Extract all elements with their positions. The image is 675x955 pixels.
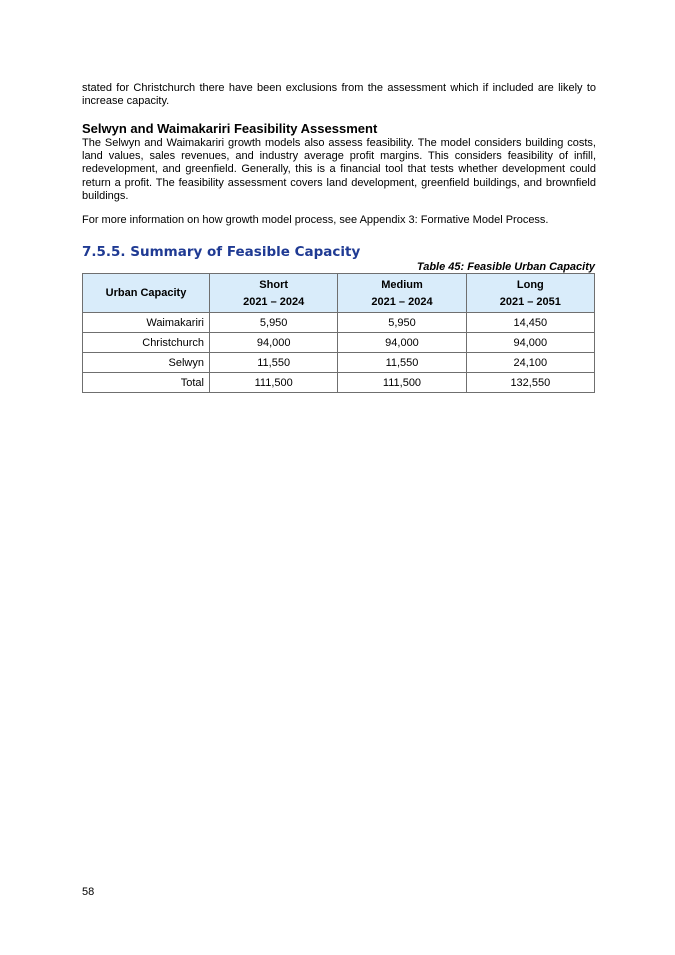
table-header-row: [83, 274, 595, 313]
feasible-capacity-table: [82, 273, 595, 393]
header-medium: [338, 274, 466, 313]
cell-short: 11,550: [210, 353, 338, 373]
cell-medium: 11,550: [338, 353, 466, 373]
cell-short: 111,500: [210, 373, 338, 393]
feasibility-heading: Selwyn and Waimakariri Feasibility Assessment: [82, 121, 378, 136]
row-region: Christchurch: [83, 333, 210, 353]
table-row-total: [83, 373, 595, 393]
cell-short: 94,000: [210, 333, 338, 353]
table-row: [83, 313, 595, 333]
row-region: Total: [83, 373, 210, 393]
header-long-name: Long: [516, 278, 544, 291]
cell-short: 5,950: [210, 313, 338, 333]
cell-long: 24,100: [466, 353, 594, 373]
cell-medium: 5,950: [338, 313, 466, 333]
cell-long: 94,000: [466, 333, 594, 353]
section-heading: 7.5.5. Summary of Feasible Capacity: [82, 244, 361, 260]
row-region: Selwyn: [83, 353, 210, 373]
page-number: 58: [82, 886, 95, 898]
header-short: [210, 274, 338, 313]
table-caption: Table 45: Feasible Urban Capacity: [416, 261, 595, 273]
intro-paragraph: stated for Christchurch there have been exclusions from the assessment which if included are likely to increase capacity.: [82, 82, 596, 108]
cell-long: 14,450: [466, 313, 594, 333]
feasibility-paragraph: The Selwyn and Waimakariri growth models also assess feasibility. The model considers building costs, land values, sales revenues, and industry average profit margins. This considers feasibility of infill, redevelopment, and greenfield. Generally, this is a financial tool that tests whether development could return a profit. The feasibility assessment covers land development, greenfield buildings, and brownfield buildings.: [82, 137, 596, 202]
header-long: [466, 274, 594, 313]
header-short-period: 2021 – 2024: [243, 295, 305, 308]
table-row: [83, 353, 595, 373]
header-medium-name: Medium: [381, 278, 423, 291]
cell-medium: 94,000: [338, 333, 466, 353]
cell-medium: 111,500: [338, 373, 466, 393]
info-paragraph: For more information on how growth model process, see Appendix 3: Formative Model Process.: [82, 214, 549, 226]
header-short-name: Short: [259, 278, 289, 291]
row-region: Waimakariri: [83, 313, 210, 333]
header-medium-period: 2021 – 2024: [371, 295, 433, 308]
cell-long: 132,550: [466, 373, 594, 393]
table-row: [83, 333, 595, 353]
header-urban-capacity: Urban Capacity: [83, 274, 210, 313]
header-long-period: 2021 – 2051: [499, 295, 561, 308]
